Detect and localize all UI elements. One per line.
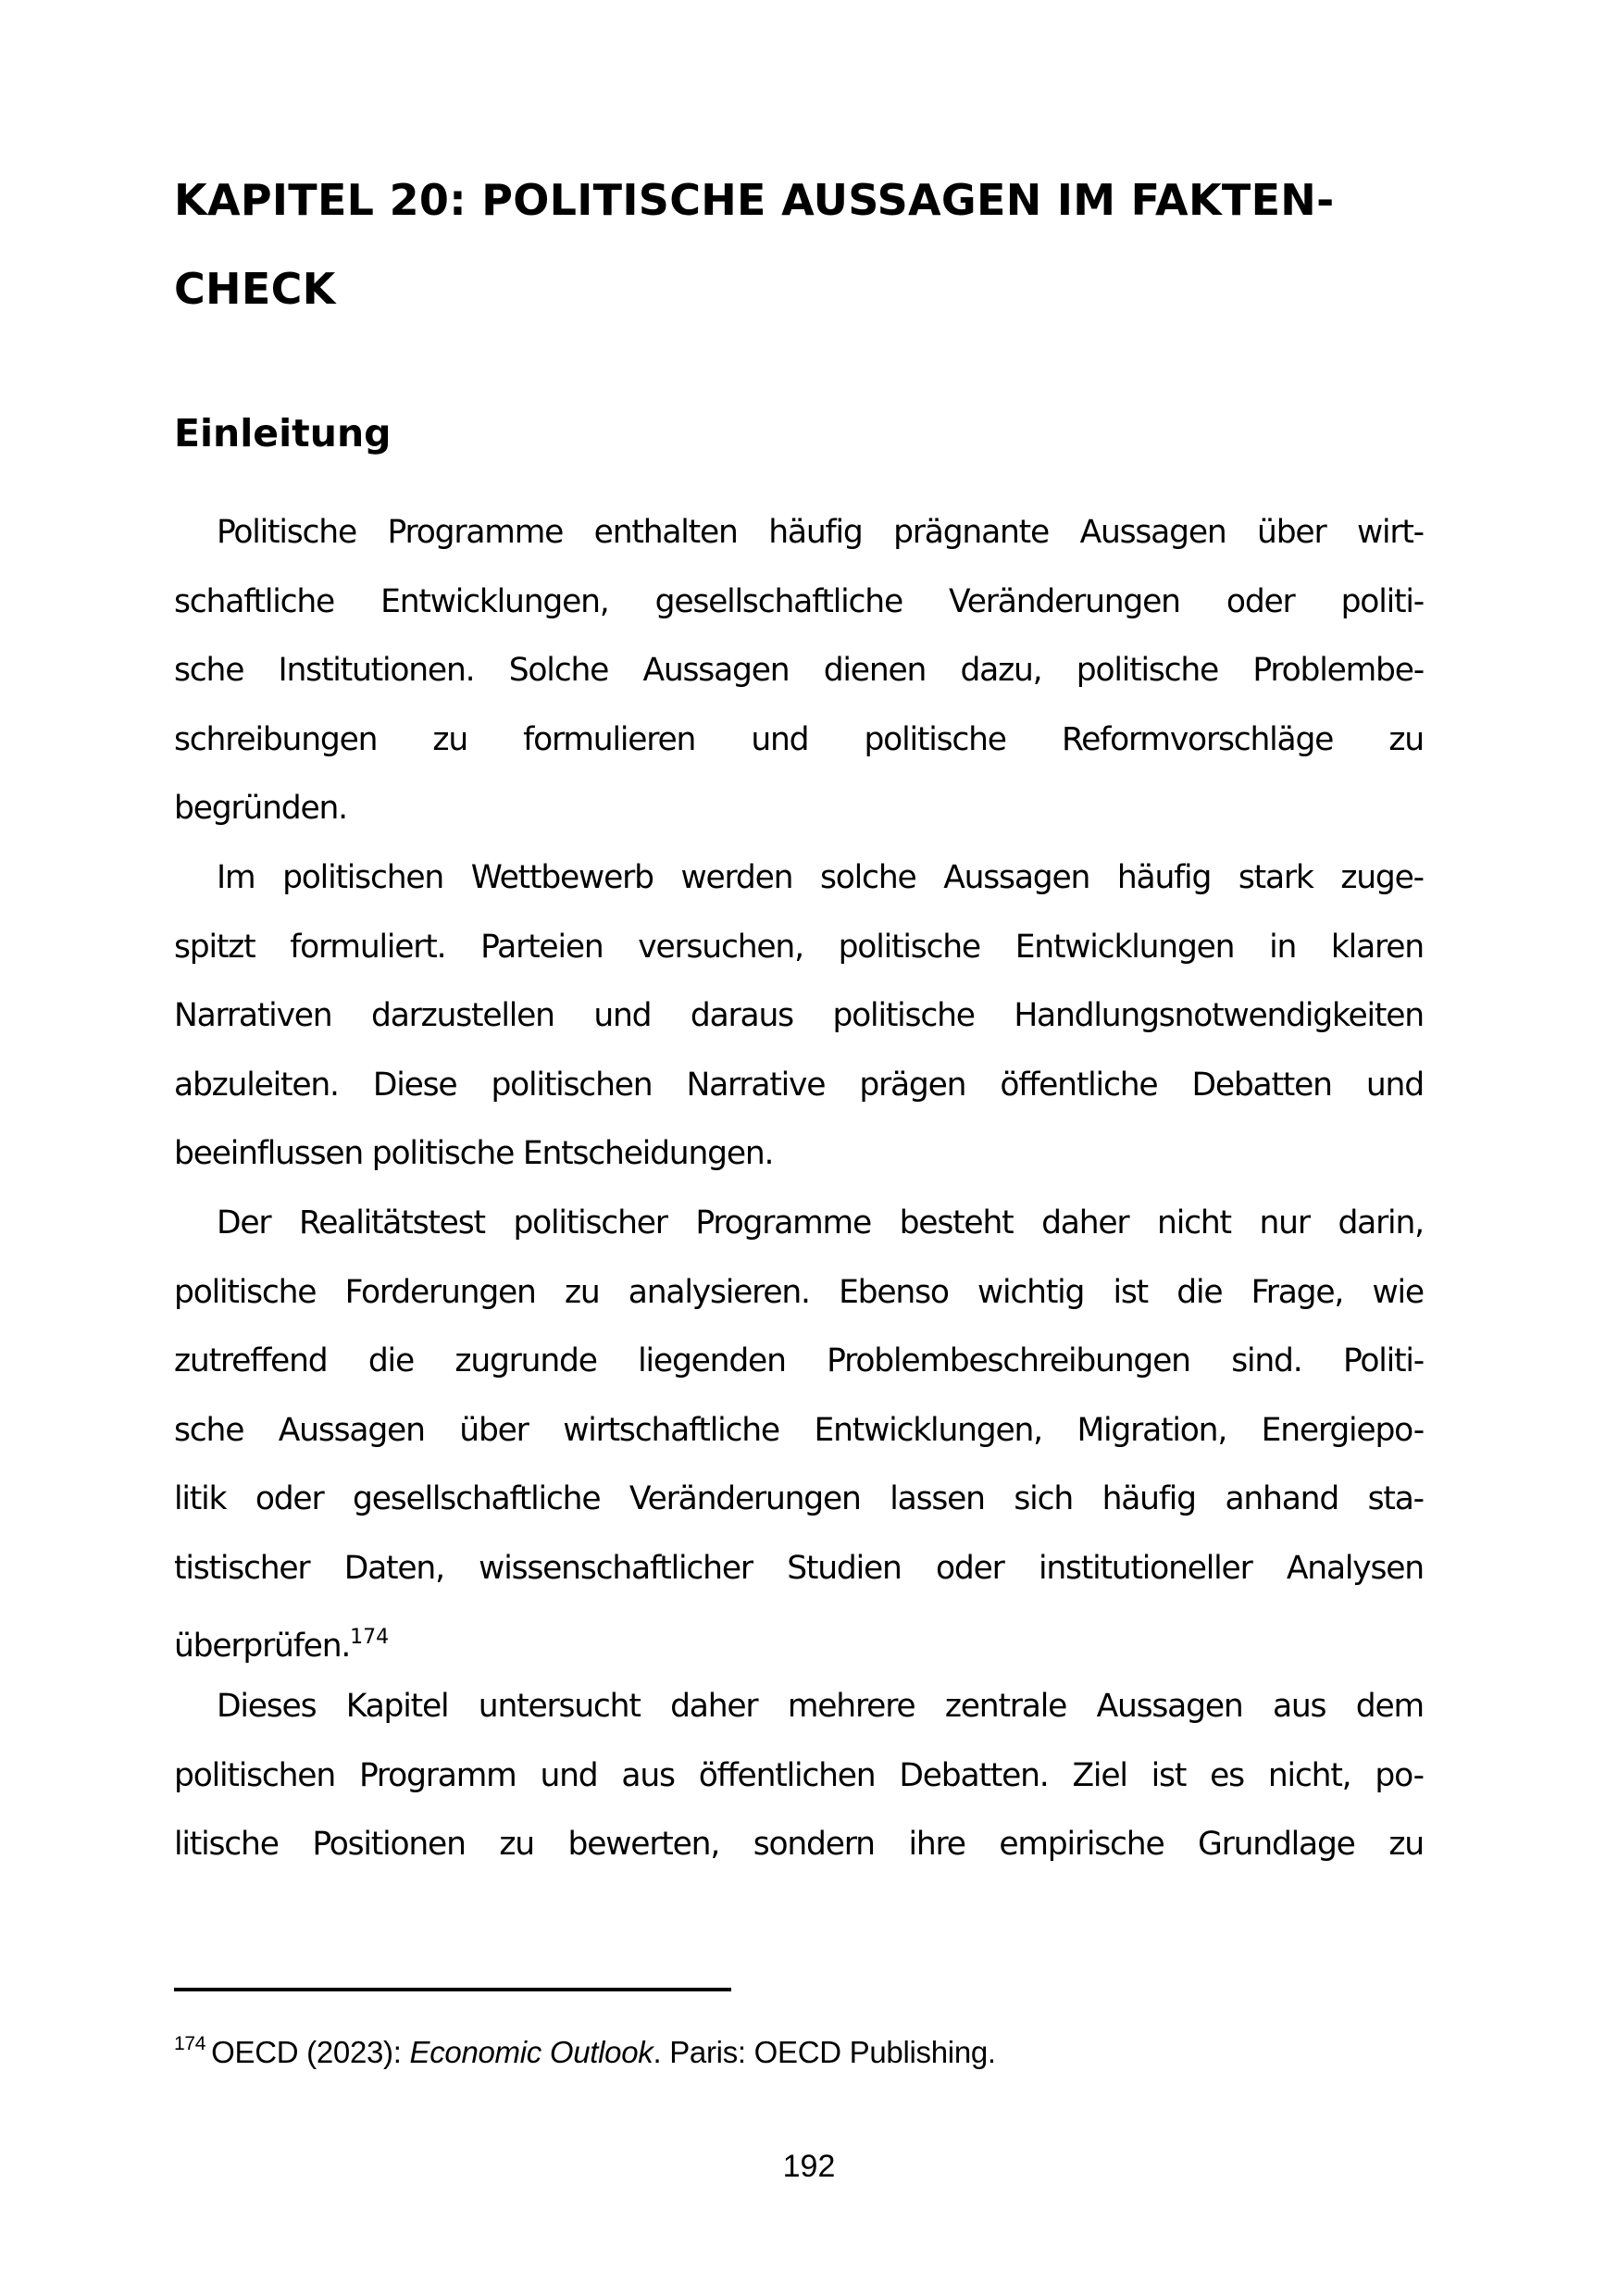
word: Energiepo- bbox=[1261, 1411, 1424, 1449]
word: Diese bbox=[372, 1066, 457, 1104]
word: mehrere bbox=[787, 1688, 915, 1726]
text-line bbox=[174, 913, 1424, 982]
word: anhand bbox=[1225, 1480, 1339, 1518]
word: versuchen, bbox=[638, 928, 803, 966]
word: Veränderungen bbox=[949, 582, 1180, 620]
word: aus bbox=[621, 1756, 675, 1794]
text-line bbox=[174, 705, 1424, 775]
word: wissenschaftlicher bbox=[479, 1549, 753, 1587]
word: die bbox=[1176, 1273, 1223, 1311]
word: die bbox=[367, 1342, 414, 1380]
word: Realitätstest bbox=[299, 1204, 485, 1242]
word: oder bbox=[935, 1549, 1004, 1587]
word: über bbox=[1257, 514, 1326, 551]
word: untersucht bbox=[478, 1688, 641, 1726]
word: wirt- bbox=[1356, 514, 1424, 551]
footnote-suffix: . Paris: OECD Publishing. bbox=[653, 2035, 996, 2069]
word: Wettbewerb bbox=[470, 858, 653, 896]
text-line bbox=[174, 568, 1424, 637]
word: Narrativen bbox=[174, 997, 332, 1035]
text-line bbox=[174, 1051, 1424, 1120]
word: und bbox=[593, 997, 652, 1035]
text-line bbox=[174, 1810, 1424, 1879]
text-line bbox=[174, 1741, 1424, 1811]
text-line bbox=[174, 1534, 1424, 1603]
word: Frage, bbox=[1251, 1273, 1344, 1311]
word: Handlungsnotwendigkeiten bbox=[1014, 997, 1424, 1035]
text-line bbox=[174, 1672, 1424, 1741]
word: politische bbox=[832, 997, 975, 1035]
word: stark bbox=[1238, 858, 1313, 896]
word: sche bbox=[174, 652, 244, 690]
word: schreibungen bbox=[174, 720, 378, 758]
footnote-reference[interactable]: 174 bbox=[350, 1625, 390, 1649]
paragraph bbox=[174, 498, 1424, 843]
word: prägnante bbox=[893, 514, 1050, 551]
word: besteht bbox=[899, 1204, 1014, 1242]
word: dienen bbox=[823, 652, 927, 690]
word: daher bbox=[1041, 1204, 1129, 1242]
word: darin, bbox=[1338, 1204, 1424, 1242]
word: Entwicklungen bbox=[1014, 928, 1235, 966]
word: und bbox=[540, 1756, 598, 1794]
word: enthalten bbox=[593, 514, 738, 551]
word: politische bbox=[174, 1273, 317, 1311]
word: Migration, bbox=[1077, 1411, 1227, 1449]
word: Problembeschreibungen bbox=[827, 1342, 1190, 1380]
word: über bbox=[459, 1411, 529, 1449]
word: zutreffend bbox=[174, 1342, 328, 1380]
word: gesellschaftliche bbox=[654, 582, 902, 620]
word: Der bbox=[217, 1204, 271, 1242]
chapter-title-line-2: CHECK bbox=[174, 264, 336, 314]
word: formulieren bbox=[523, 720, 696, 758]
paragraph bbox=[174, 1672, 1424, 1879]
text-line bbox=[174, 1189, 1424, 1258]
word: politische bbox=[838, 928, 980, 966]
text-line: beeinflussen politische Entscheidungen. bbox=[174, 1135, 774, 1173]
word: spitzt bbox=[174, 928, 255, 966]
page-number: 192 bbox=[782, 2149, 836, 2184]
word: sondern bbox=[753, 1826, 875, 1864]
word: Aussagen bbox=[642, 652, 790, 690]
word: zu bbox=[1388, 720, 1424, 758]
word: Veränderungen bbox=[629, 1480, 861, 1518]
word: Aussagen bbox=[943, 858, 1090, 896]
text-line bbox=[174, 1603, 1424, 1673]
word: klaren bbox=[1330, 928, 1424, 966]
text-line-content: überprüfen. bbox=[174, 1627, 351, 1665]
word: ist bbox=[1151, 1756, 1187, 1794]
word: Debatten. bbox=[899, 1756, 1049, 1794]
word: empirische bbox=[999, 1826, 1164, 1864]
word: Problembe- bbox=[1252, 652, 1424, 690]
word: Entwicklungen, bbox=[380, 582, 609, 620]
word: und bbox=[751, 720, 809, 758]
word: gesellschaftliche bbox=[353, 1480, 601, 1518]
word: Parteien bbox=[480, 928, 604, 966]
paragraph bbox=[174, 843, 1424, 1189]
text-line: begründen. bbox=[174, 790, 347, 828]
word: es bbox=[1210, 1756, 1244, 1794]
word: bewerten, bbox=[567, 1826, 720, 1864]
word: wie bbox=[1372, 1273, 1424, 1311]
word: zentrale bbox=[944, 1688, 1067, 1726]
word: analysieren. bbox=[628, 1273, 810, 1311]
word: po- bbox=[1375, 1756, 1424, 1794]
word: oder bbox=[1226, 582, 1295, 620]
word: Programm bbox=[358, 1756, 517, 1794]
word: liegenden bbox=[638, 1342, 786, 1380]
word: abzuleiten. bbox=[174, 1066, 339, 1104]
word: Programme bbox=[695, 1204, 871, 1242]
word: litik bbox=[174, 1480, 227, 1518]
word: oder bbox=[255, 1480, 324, 1518]
word: Aussagen bbox=[1079, 514, 1226, 551]
word: Debatten bbox=[1191, 1066, 1332, 1104]
word: öffentliche bbox=[1000, 1066, 1158, 1104]
word: Solche bbox=[508, 652, 609, 690]
word: dem bbox=[1355, 1688, 1424, 1726]
word: solche bbox=[819, 858, 916, 896]
word: zugrunde bbox=[454, 1342, 597, 1380]
word: sich bbox=[1014, 1480, 1073, 1518]
word: institutioneller bbox=[1038, 1549, 1252, 1587]
word: Grundlage bbox=[1198, 1826, 1355, 1864]
word: Politische bbox=[217, 514, 356, 551]
text-line bbox=[174, 1396, 1424, 1466]
word: häufig bbox=[768, 514, 863, 551]
word: Aussagen bbox=[1096, 1688, 1243, 1726]
word: Entwicklungen, bbox=[814, 1411, 1042, 1449]
word: häufig bbox=[1101, 1480, 1196, 1518]
word: Ebenso bbox=[839, 1273, 949, 1311]
word: Forderungen bbox=[344, 1273, 536, 1311]
word: ihre bbox=[908, 1826, 965, 1864]
word: sind. bbox=[1231, 1342, 1302, 1380]
word: lassen bbox=[890, 1480, 985, 1518]
word: Daten, bbox=[343, 1549, 444, 1587]
word: zuge- bbox=[1340, 858, 1424, 896]
word: politischen bbox=[491, 1066, 653, 1104]
word: Programme bbox=[387, 514, 564, 551]
word: politischen bbox=[174, 1756, 335, 1794]
text-line bbox=[174, 498, 1424, 568]
word: Kapitel bbox=[345, 1688, 449, 1726]
text-line bbox=[174, 636, 1424, 705]
word: schaftliche bbox=[174, 582, 335, 620]
word: darzustellen bbox=[371, 997, 554, 1035]
word: häufig bbox=[1116, 858, 1212, 896]
chapter-title bbox=[174, 156, 1451, 333]
word: in bbox=[1269, 928, 1297, 966]
word: daher bbox=[670, 1688, 758, 1726]
text-line bbox=[174, 843, 1424, 913]
word: Narrative bbox=[686, 1066, 826, 1104]
word: daraus bbox=[690, 997, 793, 1035]
word: nicht bbox=[1157, 1204, 1231, 1242]
word: Positionen bbox=[312, 1826, 466, 1864]
word: zu bbox=[499, 1826, 534, 1864]
word: aus bbox=[1272, 1688, 1326, 1726]
word: dazu, bbox=[960, 652, 1042, 690]
paragraph bbox=[174, 1189, 1424, 1672]
word: politi- bbox=[1340, 582, 1424, 620]
word: Politi- bbox=[1342, 1342, 1424, 1380]
word: sche bbox=[174, 1411, 244, 1449]
section-heading: Einleitung bbox=[174, 411, 392, 455]
word: Reformvorschläge bbox=[1061, 720, 1334, 758]
word: werden bbox=[680, 858, 793, 896]
word: zu bbox=[432, 720, 467, 758]
word: tistischer bbox=[174, 1549, 310, 1587]
word: wirtschaftliche bbox=[563, 1411, 779, 1449]
footnote-separator bbox=[174, 1988, 731, 1991]
word: öffentlichen bbox=[698, 1756, 876, 1794]
footnote-number: 174 bbox=[174, 2033, 206, 2054]
word: Institutionen. bbox=[278, 652, 475, 690]
word: litische bbox=[174, 1826, 279, 1864]
chapter-title-line-1: KAPITEL 20: POLITISCHE AUSSAGEN IM FAKTEN- bbox=[174, 175, 1335, 225]
text-line bbox=[174, 1327, 1424, 1396]
body-text bbox=[174, 498, 1424, 1879]
word: wichtig bbox=[977, 1273, 1085, 1311]
word: politischer bbox=[513, 1204, 667, 1242]
text-line bbox=[174, 1258, 1424, 1328]
word: Analysen bbox=[1286, 1549, 1424, 1587]
word: Ziel bbox=[1072, 1756, 1127, 1794]
word: ist bbox=[1113, 1273, 1148, 1311]
footnote-prefix: OECD (2023): bbox=[211, 2035, 410, 2069]
text-line bbox=[174, 1465, 1424, 1534]
word: Im bbox=[217, 858, 255, 896]
word: politische bbox=[864, 720, 1006, 758]
word: Studien bbox=[787, 1549, 902, 1587]
word: zu bbox=[1388, 1826, 1424, 1864]
word: Aussagen bbox=[278, 1411, 425, 1449]
word: formuliert. bbox=[290, 928, 446, 966]
word: sta- bbox=[1367, 1480, 1424, 1518]
word: politischen bbox=[282, 858, 444, 896]
text-line bbox=[174, 981, 1424, 1051]
footnote-title: Economic Outlook bbox=[409, 2035, 653, 2069]
word: Dieses bbox=[217, 1688, 317, 1726]
word: nicht, bbox=[1267, 1756, 1351, 1794]
word: zu bbox=[564, 1273, 600, 1311]
word: nur bbox=[1259, 1204, 1310, 1242]
word: politische bbox=[1076, 652, 1219, 690]
word: prägen bbox=[859, 1066, 966, 1104]
footnote bbox=[174, 2024, 996, 2073]
word: und bbox=[1365, 1066, 1424, 1104]
